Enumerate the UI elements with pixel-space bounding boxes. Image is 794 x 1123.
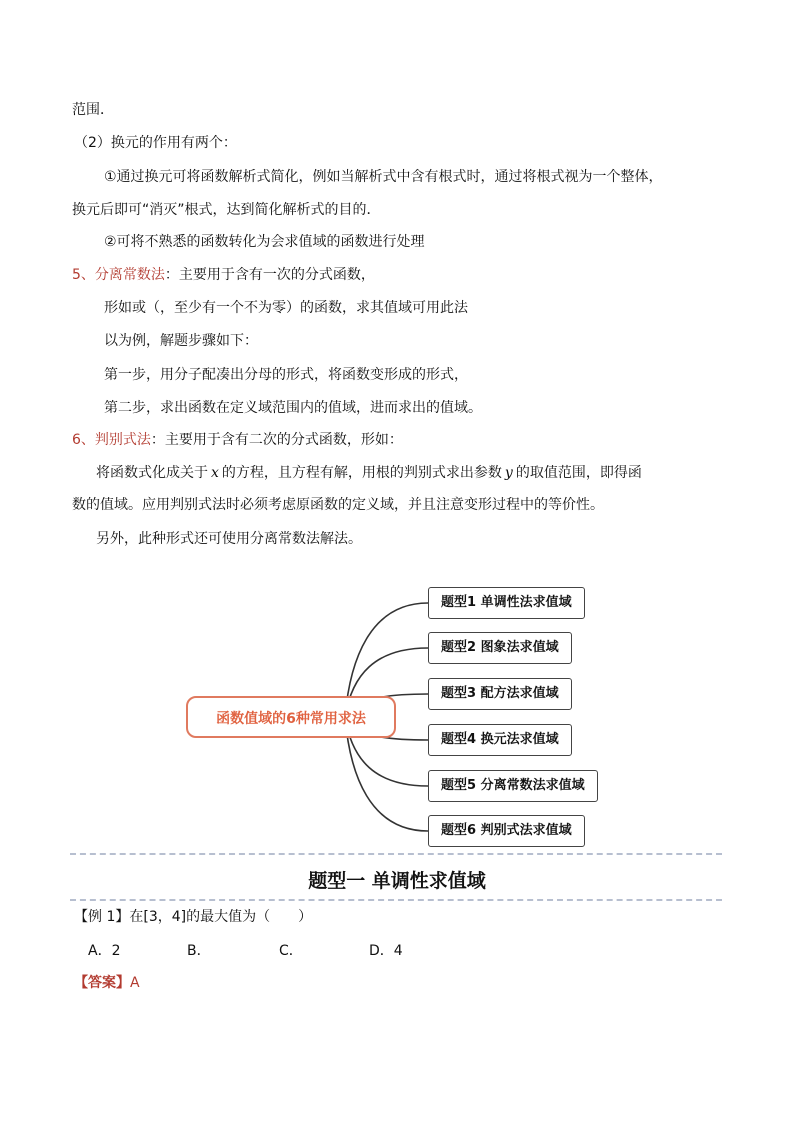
text-line: 数的值域。应用判别式法时必须考虑原函数的定义域，并且注意变形过程中的等价性。 — [72, 497, 604, 513]
text-line: 以为例，解题步骤如下： — [104, 333, 258, 349]
method-title: 6、判别式法 — [72, 432, 151, 448]
section-title: 题型一 单调性求值域 — [308, 870, 486, 892]
text-fragment: 的取值范围，即得函 — [515, 465, 642, 481]
answer-value: A — [130, 975, 140, 991]
math-variable: x — [211, 465, 219, 481]
text-line: 第二步，求出函数在定义域范围内的值域，进而求出的值域。 — [104, 400, 482, 416]
answer-line — [74, 973, 140, 993]
text-line: （2）换元的作用有两个： — [74, 135, 237, 151]
mindmap-branch-5: 题型5 分离常数法求值域 — [428, 770, 598, 802]
option-b: B． — [187, 943, 211, 959]
text-line: 换元后即可“消灭”根式，达到简化解析式的目的． — [72, 202, 381, 218]
text-fragment: 的方程，且方程有解，用根的判别式求出参数 — [221, 465, 502, 481]
mindmap-branch-1: 题型1 单调性法求值域 — [428, 587, 585, 619]
method-title: 5、分离常数法 — [72, 267, 165, 283]
text-line: 形如或（，至少有一个不为零）的函数，求其值域可用此法 — [104, 300, 468, 316]
text-line: 另外，此种形式还可使用分离常数法解法。 — [96, 531, 362, 547]
text-line: ①通过换元可将函数解析式简化，例如当解析式中含有根式时，通过将根式视为一个整体， — [104, 169, 663, 185]
text-line: ②可将不熟悉的函数转化为会求值域的函数进行处理 — [104, 234, 425, 250]
text-line: 第一步，用分子配凑出分母的形式，将函数变形成的形式， — [104, 367, 468, 383]
text-line: 范围． — [72, 102, 114, 118]
example-question: 【例 1】在[3，4]的最大值为（ ） — [74, 909, 313, 925]
text-line — [72, 265, 375, 285]
mindmap-branch-4: 题型4 换元法求值域 — [428, 724, 572, 756]
mindmap-branch-2: 题型2 图象法求值域 — [428, 632, 572, 664]
text-fragment: 将函数式化成关于 — [96, 465, 208, 481]
answer-label: 【答案】 — [74, 975, 130, 991]
option-d: D．4 — [369, 943, 403, 959]
options-row — [0, 941, 794, 961]
text-line — [72, 430, 403, 450]
mindmap-center-node: 函数值域的6种常用求法 — [186, 696, 396, 738]
text-line — [96, 463, 642, 483]
text-fragment: ：主要用于含有一次的分式函数， — [164, 267, 375, 283]
option-a: A．2 — [88, 943, 121, 959]
option-c: C． — [279, 943, 303, 959]
mindmap-branch-6: 题型6 判别式法求值域 — [428, 815, 585, 847]
text-fragment: ：主要用于含有二次的分式函数，形如： — [150, 432, 403, 448]
section-divider-bottom — [70, 899, 722, 901]
math-variable: y — [504, 465, 513, 481]
section-divider-top — [70, 853, 722, 855]
mindmap-branch-3: 题型3 配方法求值域 — [428, 678, 572, 710]
